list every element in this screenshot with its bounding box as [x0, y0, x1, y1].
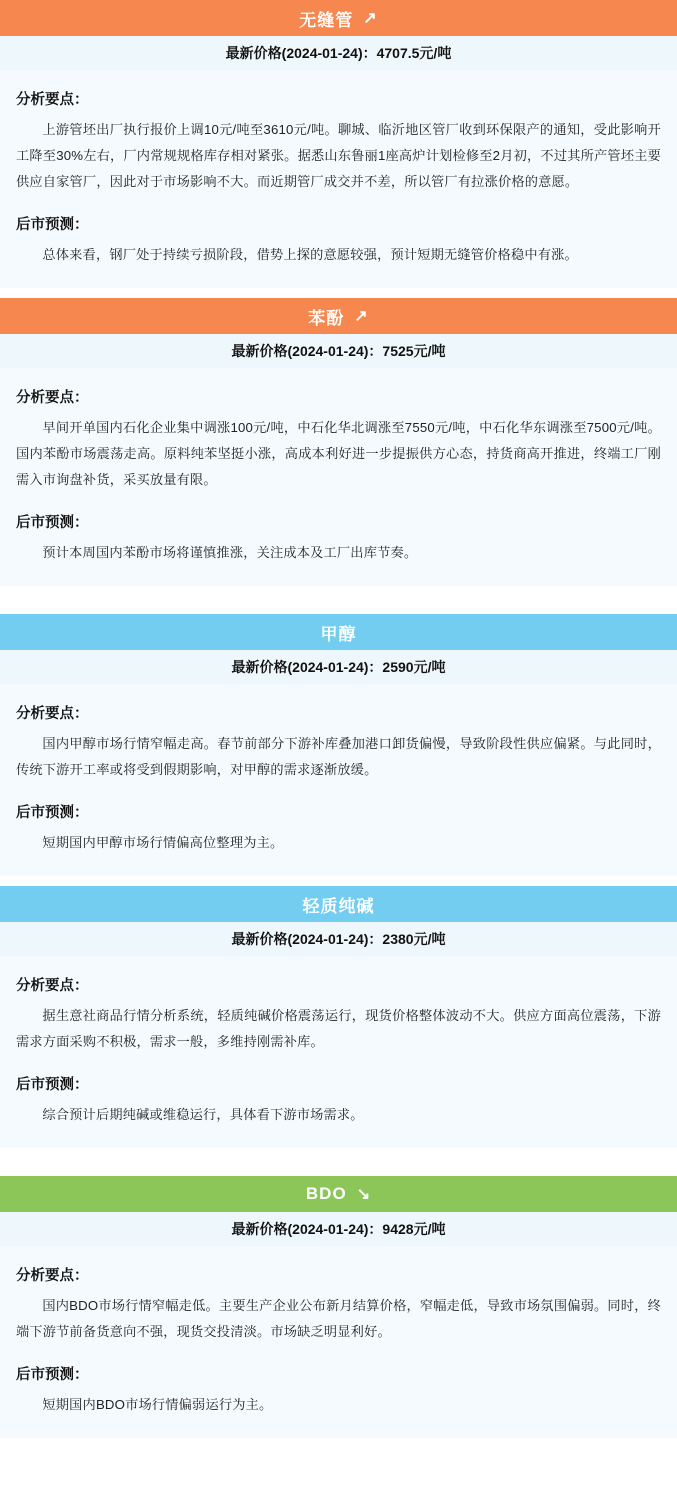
block-body: [0, 368, 677, 586]
forecast-text: 短期国内甲醇市场行情偏高位整理为主。: [42, 835, 284, 850]
section-gap: [0, 876, 677, 886]
analysis-label: 分析要点：: [16, 390, 89, 406]
block-body: [0, 1246, 677, 1438]
forecast-label: 后市预测：: [16, 1077, 89, 1093]
analysis-text: 上游管坯出厂执行报价上调10元/吨至3610元/吨。聊城、临沂地区管厂收到环保限产的通知，受此影响开工降至30%左右，厂内常规规格库存相对紧张。据悉山东鲁丽1座高炉计划检修至2月初，不过其所产管坯主要供应自家管厂，因此对于市场影响不大。而近期管厂成交并不差，所以管厂有拉涨价格的意愿。: [16, 122, 661, 189]
price-bar: [0, 1212, 677, 1246]
block-body: [0, 70, 677, 288]
block-header-bdo: [0, 1176, 677, 1212]
section-gap: [0, 1148, 677, 1176]
analysis-text: 早间开单国内石化企业集中调涨100元/吨，中石化华北调涨至7550元/吨，中石化华东调涨至7500元/吨。国内苯酚市场震荡走高。原料纯苯坚挺小涨，高成本利好进一步提振供方心态，持货商高开推进，终端工厂刚需入市询盘补货，采买放量有限。: [16, 420, 661, 487]
analysis-text: 国内BDO市场行情窄幅走低。主要生产企业公布新月结算价格，窄幅走低，导致市场氛围偏弱。同时，终端下游节前备货意向不强，现货交投清淡。市场缺乏明显利好。: [16, 1298, 661, 1339]
price-bar: [0, 922, 677, 956]
commodity-block-seamless-pipe: [0, 0, 677, 288]
forecast-text: 总体来看，钢厂处于持续亏损阶段，借势上探的意愿较强，预计短期无缝管价格稳中有涨。: [42, 247, 578, 262]
price-bar: [0, 36, 677, 70]
block-body: [0, 956, 677, 1148]
commodity-block-phenol: [0, 298, 677, 586]
analysis-text: 据生意社商品行情分析系统，轻质纯碱价格震荡运行，现货价格整体波动不大。供应方面高位震荡，下游需求方面采购不积极，需求一般，多维持刚需补库。: [16, 1008, 661, 1049]
price-text: 最新价格(2024-01-24)：4707.5元/吨: [225, 45, 452, 61]
forecast-label: 后市预测：: [16, 1367, 89, 1383]
analysis-label: 分析要点：: [16, 978, 89, 994]
price-text: 最新价格(2024-01-24)：9428元/吨: [231, 1221, 446, 1237]
block-title: 无缝管: [299, 10, 354, 30]
block-title: BDO: [305, 1184, 347, 1203]
forecast-label: 后市预测：: [16, 217, 89, 233]
arrow-down-right-icon: ↘: [356, 1186, 372, 1203]
price-bar: [0, 334, 677, 368]
block-title: 轻质纯碱: [302, 896, 375, 916]
block-header-light-soda-ash: [0, 886, 677, 922]
price-text: 最新价格(2024-01-24)：2590元/吨: [231, 659, 446, 675]
section-gap: [0, 586, 677, 614]
commodity-block-light-soda-ash: [0, 886, 677, 1148]
arrow-up-right-icon: ↗: [363, 10, 378, 27]
arrow-up-right-icon: ↗: [354, 308, 369, 325]
price-bar: [0, 650, 677, 684]
commodity-block-bdo: [0, 1176, 677, 1438]
commodity-block-methanol: [0, 614, 677, 876]
block-title: 甲醇: [320, 624, 357, 644]
analysis-label: 分析要点：: [16, 1268, 89, 1284]
forecast-label: 后市预测：: [16, 515, 89, 531]
analysis-label: 分析要点：: [16, 92, 89, 108]
block-header-seamless-pipe: [0, 0, 677, 36]
analysis-text: 国内甲醇市场行情窄幅走高。春节前部分下游补库叠加港口卸货偏慢，导致阶段性供应偏紧。与此同时，传统下游开工率或将受到假期影响，对甲醇的需求逐渐放缓。: [16, 736, 661, 777]
analysis-label: 分析要点：: [16, 706, 89, 722]
section-gap: [0, 288, 677, 298]
forecast-label: 后市预测：: [16, 805, 89, 821]
block-header-methanol: [0, 614, 677, 650]
block-body: [0, 684, 677, 876]
price-text: 最新价格(2024-01-24)：7525元/吨: [231, 343, 446, 359]
forecast-text: 综合预计后期纯碱或维稳运行，具体看下游市场需求。: [42, 1107, 364, 1122]
forecast-text: 预计本周国内苯酚市场将谨慎推涨，关注成本及工厂出库节奏。: [42, 545, 418, 560]
price-text: 最新价格(2024-01-24)：2380元/吨: [231, 931, 446, 947]
block-header-phenol: [0, 298, 677, 334]
block-title: 苯酚: [308, 308, 345, 328]
forecast-text: 短期国内BDO市场行情偏弱运行为主。: [42, 1397, 273, 1412]
